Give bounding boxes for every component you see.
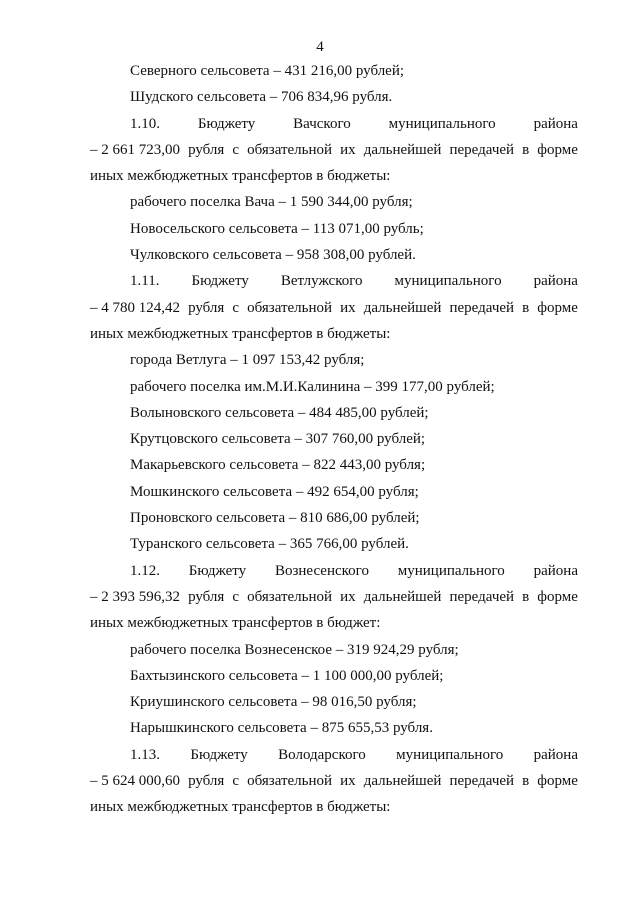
word: рубля — [188, 299, 225, 316]
word: передачей — [449, 773, 515, 790]
word: дальнейшей — [363, 773, 442, 790]
indented-line: Волыновского сельсовета – 484 485,00 рублей; — [130, 404, 429, 421]
word: передачей — [449, 588, 515, 605]
word: 1.12. — [130, 562, 160, 579]
text-line: иных межбюджетных трансфертов в бюджеты: — [90, 799, 391, 816]
indented-line: Криушинского сельсовета – 98 016,50 рубля; — [130, 694, 417, 711]
word: муниципального — [396, 746, 504, 763]
word: форме — [537, 141, 578, 158]
indented-line: Чулковского сельсовета – 958 308,00 рублей. — [130, 247, 416, 264]
word: Бюджету — [190, 746, 248, 763]
indented-line: Северного сельсовета – 431 216,00 рублей; — [130, 63, 405, 79]
word: – 2 393 596,32 — [90, 588, 180, 605]
word: – 4 780 124,42 — [90, 299, 180, 316]
section-heading-line — [90, 268, 578, 294]
section-heading-line — [90, 742, 578, 768]
word: обязательной — [247, 141, 333, 158]
word: Бюджету — [188, 562, 247, 579]
indented-line: Шудского сельсовета – 706 834,96 рубля. — [130, 89, 393, 106]
word: рубля — [188, 141, 225, 158]
text-line: иных межбюджетных трансфертов в бюджеты: — [90, 168, 391, 185]
indented-line: Туранского сельсовета – 365 766,00 рублей. — [130, 536, 409, 553]
word: 1.13. — [130, 746, 160, 763]
word: с — [232, 773, 240, 790]
word: форме — [537, 299, 578, 316]
word: Вачского — [293, 115, 351, 132]
word: Бюджету — [191, 273, 249, 290]
word: района — [533, 562, 578, 579]
word: 1.11. — [130, 273, 160, 290]
word: дальнейшей — [363, 141, 442, 158]
word: района — [533, 115, 578, 132]
word: их — [340, 299, 356, 316]
justified-line — [90, 768, 578, 794]
word: Вознесенского — [274, 562, 369, 579]
section-heading-line — [90, 558, 578, 584]
word: в — [522, 141, 530, 158]
word: – 5 624 000,60 — [90, 773, 180, 790]
word: в — [522, 299, 530, 316]
word: Бюджету — [197, 115, 256, 132]
text-line: иных межбюджетных трансфертов в бюджет: — [90, 615, 381, 632]
justified-line — [90, 584, 578, 610]
section-heading-line — [90, 111, 578, 137]
word: их — [340, 588, 356, 605]
word: рубля — [188, 588, 225, 605]
word: муниципального — [394, 273, 502, 290]
word: обязательной — [247, 773, 333, 790]
indented-line: Нарышкинского сельсовета – 875 655,53 рубля. — [130, 720, 433, 737]
word: дальнейшей — [363, 588, 442, 605]
word: с — [232, 299, 240, 316]
word: в — [522, 773, 530, 790]
word: форме — [537, 773, 578, 790]
word: передачей — [449, 141, 515, 158]
indented-line: Проновского сельсовета – 810 686,00 рублей; — [130, 510, 420, 527]
word: обязательной — [247, 588, 333, 605]
word: с — [232, 141, 240, 158]
word: дальнейшей — [363, 299, 442, 316]
justified-line — [90, 295, 578, 321]
word: района — [533, 273, 578, 290]
indented-line: рабочего поселка Вача – 1 590 344,00 рубля; — [130, 194, 413, 211]
word: муниципального — [388, 115, 496, 132]
word: их — [340, 773, 356, 790]
word: их — [340, 141, 356, 158]
justified-line — [90, 137, 578, 163]
indented-line: Новосельского сельсовета – 113 071,00 рубль; — [130, 220, 424, 237]
word: муниципального — [397, 562, 505, 579]
indented-line: Макарьевского сельсовета – 822 443,00 рубля; — [130, 457, 426, 474]
word: 1.10. — [130, 115, 160, 132]
word: с — [232, 588, 240, 605]
word: обязательной — [247, 299, 333, 316]
indented-line: рабочего поселка им.М.И.Калинина – 399 177,00 рублей; — [130, 378, 495, 395]
document-body — [90, 58, 578, 821]
indented-line: Мошкинского сельсовета – 492 654,00 рубля; — [130, 483, 419, 500]
indented-line: Крутцовского сельсовета – 307 760,00 рублей; — [130, 431, 426, 448]
page-number: 4 — [316, 39, 324, 55]
indented-line: Бахтызинского сельсовета – 1 100 000,00 рублей; — [130, 667, 444, 684]
word: передачей — [449, 299, 515, 316]
word: форме — [537, 588, 578, 605]
word: – 2 661 723,00 — [90, 141, 180, 158]
indented-line: рабочего поселка Вознесенское – 319 924,29 рубля; — [130, 641, 459, 658]
word: Ветлужского — [280, 273, 363, 290]
word: в — [522, 588, 530, 605]
text-line: иных межбюджетных трансфертов в бюджеты: — [90, 325, 391, 342]
word: района — [533, 746, 578, 763]
word: Володарского — [278, 746, 366, 763]
word: рубля — [188, 773, 225, 790]
indented-line: города Ветлуга – 1 097 153,42 рубля; — [130, 352, 365, 369]
